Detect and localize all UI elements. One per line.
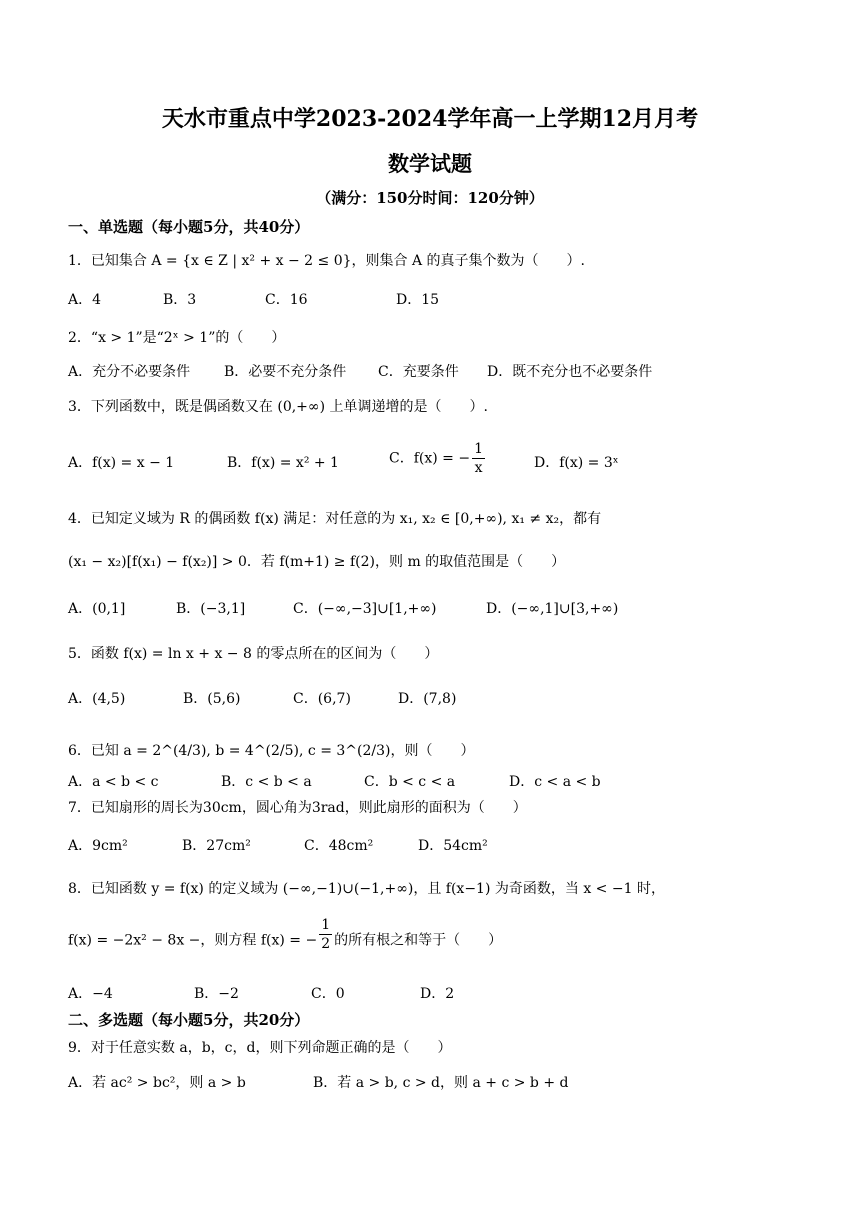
fraction-numerator: 1 [321,917,331,933]
question-1-option-c[interactable]: C．16 [265,292,308,308]
question-1-option-b[interactable]: B．3 [163,292,197,308]
question-6-option-d[interactable]: D．c < a < b [509,774,601,790]
question-8-line-1: 8．已知函数 y = f(x) 的定义域为 (−∞,−1)∪(−1,+∞)，且 f(x−1) 为奇函数，当 x < −1 时， [68,881,665,897]
fraction-denominator: x [474,460,483,476]
question-5-option-b[interactable]: B．(5,6) [183,691,241,707]
question-9-option-a[interactable]: A．若 ac² > bc²，则 a > b [68,1075,246,1091]
question-1-option-a[interactable]: A．4 [68,292,102,308]
question-6-text: 6．已知 a = 2^(4/3), b = 4^(2/5), c = 3^(2/3)，则（ ） [68,743,475,759]
question-2-option-d[interactable]: D．既不充分也不必要条件 [487,364,653,380]
question-7-option-b[interactable]: B．27cm² [182,838,251,854]
question-8-fraction [319,916,332,953]
question-5-text: 5．函数 f(x) = ln x + x − 8 的零点所在的区间为（ ） [68,646,439,662]
question-3-option-a[interactable]: A．f(x) = x − 1 [68,455,175,471]
fraction-numerator: 1 [474,441,483,457]
question-2-option-c[interactable]: C．充要条件 [378,364,459,380]
question-3-option-c-fraction [472,440,485,477]
question-5-option-a[interactable]: A．(4,5) [68,691,126,707]
exam-title: 天水市重点中学2023-2024学年高一上学期12月月考 [161,106,699,132]
question-8-line-2-start: f(x) = −2x² − 8x −，则方程 f(x) = − [68,932,318,949]
question-2-text: 2．“x > 1”是“2ˣ > 1”的（ ） [68,330,286,346]
question-8-line-2-end: 的所有根之和等于（ ） [334,932,503,949]
question-4-line-1: 4．已知定义域为 R 的偶函数 f(x) 满足：对任意的为 x₁, x₂ ∈ [0,+∞), x₁ ≠ x₂，都有 [68,511,602,527]
question-3-option-d[interactable]: D．f(x) = 3ˣ [534,455,619,471]
question-8-option-b[interactable]: B．−2 [194,986,239,1002]
question-7-option-a[interactable]: A．9cm² [68,838,128,854]
section-heading-multiple-choice: 二、多选题（每小题5分，共20分） [68,1011,310,1029]
question-2-option-b[interactable]: B．必要不充分条件 [224,364,347,380]
exam-subtitle: 数学试题 [388,151,472,176]
question-5-option-d[interactable]: D．(7,8) [398,691,457,707]
question-3-option-c[interactable] [389,440,487,477]
question-6-option-a[interactable]: A．a < b < c [68,774,159,790]
section-heading-single-choice: 一、单选题（每小题5分，共40分） [68,218,310,236]
question-2-option-a[interactable]: A．充分不必要条件 [68,364,191,380]
question-8-option-a[interactable]: A．−4 [68,986,113,1002]
question-3-text: 3．下列函数中，既是偶函数又在 (0,+∞) 上单调递增的是（ ）. [68,399,488,415]
question-1-text: 1．已知集合 A = {x ∈ Z | x² + x − 2 ≤ 0}，则集合 A 的真子集个数为（ ）. [68,253,585,269]
fraction-denominator: 2 [321,936,331,952]
question-1-option-d[interactable]: D．15 [396,292,440,308]
question-4-option-c[interactable]: C．(−∞,−3]∪[1,+∞) [293,601,437,617]
question-4-line-2: (x₁ − x₂)[f(x₁) − f(x₂)] > 0．若 f(m+1) ≥ f(2)，则 m 的取值范围是（ ） [68,554,566,570]
question-9-text: 9．对于任意实数 a，b，c，d，则下列命题正确的是（ ） [68,1040,452,1056]
question-5-option-c[interactable]: C．(6,7) [293,691,351,707]
question-8-option-c[interactable]: C．0 [311,986,345,1002]
question-3-option-b[interactable]: B．f(x) = x² + 1 [227,455,339,471]
question-7-option-c[interactable]: C．48cm² [304,838,374,854]
question-6-option-c[interactable]: C．b < c < a [364,774,456,790]
question-8-option-d[interactable]: D．2 [420,986,455,1002]
question-7-text: 7．已知扇形的周长为30cm，圆心角为3rad，则此扇形的面积为（ ） [68,800,527,816]
question-7-option-d[interactable]: D．54cm² [418,838,488,854]
question-6-option-b[interactable]: B．c < b < a [221,774,312,790]
question-8-line-2 [68,917,503,953]
question-3-option-c-label: C．f(x) = − [389,450,471,467]
question-4-option-d[interactable]: D．(−∞,1]∪[3,+∞) [486,601,619,617]
exam-info: （满分：150分时间：120分钟） [316,189,544,207]
question-4-option-a[interactable]: A．(0,1] [68,601,126,617]
question-4-option-b[interactable]: B．(−3,1] [176,601,246,617]
question-9-option-b[interactable]: B．若 a > b, c > d，则 a + c > b + d [313,1075,569,1091]
